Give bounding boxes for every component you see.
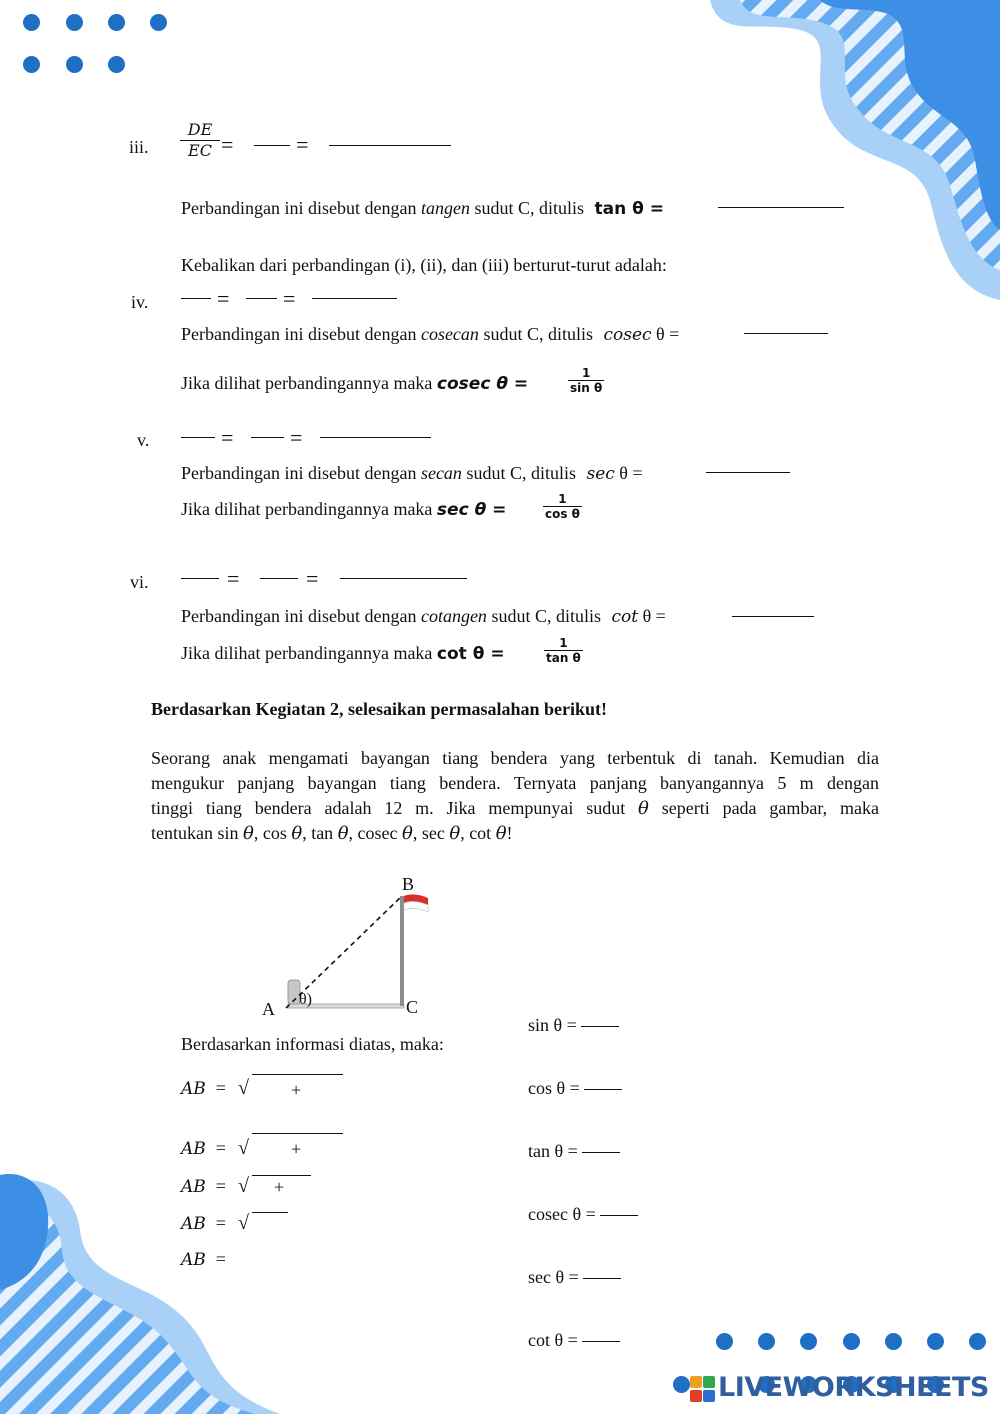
cot-relation: Jika dilihat perbandingannya maka cot θ = xyxy=(181,643,505,664)
equals-sign: = xyxy=(306,566,319,591)
answer-blank[interactable] xyxy=(582,1341,620,1342)
sqrt-bar xyxy=(252,1212,288,1213)
tangent-description: Perbandingan ini disebut dengan tangen sudut C, ditulis tan θ = xyxy=(181,198,664,219)
answer-blank[interactable] xyxy=(732,616,814,617)
ab-row: AB = xyxy=(181,1176,226,1197)
equals-sign: = xyxy=(290,425,303,450)
answer-blank[interactable] xyxy=(583,1278,621,1279)
problem-text: Seorang anak mengamati bayangan tiang bendera yang terbentuk di tanah. Kemudian dia mengukur panjang bayangan tiang bendera. Ternyata panjang banyangannya 5 m dengan tinggi tiang bendera adalah 12 m. Jika mempunyai sudut θ seperti pada gambar, maka tentukan sin θ, cos θ, tan θ, cosec θ, sec θ, cot θ! xyxy=(151,748,879,844)
item-number-iii: iii. xyxy=(129,137,149,157)
cosecant-description: Perbandingan ini disebut dengan cosecan sudut C, ditulis cosec θ = xyxy=(181,324,680,345)
answer-blank[interactable] xyxy=(718,207,844,208)
equals-sign: = xyxy=(227,566,240,591)
answer-blank[interactable] xyxy=(181,298,211,299)
sqrt-icon: √ xyxy=(238,1137,249,1159)
equals-sign: = xyxy=(296,132,309,157)
label-a: A xyxy=(262,999,275,1019)
angle-theta-label: θ) xyxy=(299,991,312,1008)
answer-blank[interactable] xyxy=(744,333,828,334)
answer-sin: sin θ = xyxy=(528,1014,619,1036)
answer-cos: cos θ = xyxy=(528,1077,622,1099)
fraction-one-over-cos: $\frac{1}{\text{cos θ}}$ xyxy=(545,492,580,521)
item-number-iv: iv. xyxy=(131,292,149,312)
inverse-intro: Kebalikan dari perbandingan (i), (ii), dan (iii) berturut-turut adalah: xyxy=(181,255,667,275)
sec-relation: Jika dilihat perbandingannya maka sec θ = xyxy=(181,499,507,520)
fraction-de-ec xyxy=(180,120,220,161)
answer-sec: sec θ = xyxy=(528,1266,621,1288)
sqrt-bar xyxy=(252,1133,343,1134)
equals-sign: = xyxy=(283,286,296,311)
solution-intro: Berdasarkan informasi diatas, maka: xyxy=(181,1034,444,1054)
sqrt-bar xyxy=(252,1074,343,1075)
ab-row: AB = xyxy=(181,1138,226,1159)
answer-blank[interactable] xyxy=(181,578,219,579)
decor-bottom-left-blob xyxy=(0,1170,290,1414)
task-heading: Berdasarkan Kegiatan 2, selesaikan permasalahan berikut! xyxy=(151,699,608,719)
answer-blank[interactable] xyxy=(312,298,397,299)
sqrt-icon: √ xyxy=(238,1077,249,1099)
sqrt-icon: √ xyxy=(238,1212,249,1234)
fraction-numerator: DE xyxy=(180,120,220,141)
answer-blank[interactable] xyxy=(181,437,215,438)
label-b: B xyxy=(402,874,415,894)
item-number-v: v. xyxy=(137,430,150,450)
answer-blank[interactable] xyxy=(251,437,284,438)
fraction-denominator: EC xyxy=(188,141,212,160)
plus-sign: + xyxy=(291,1139,302,1159)
fraction-one-over-sin: $\frac{1}{\text{sin θ}}$ xyxy=(570,366,603,395)
item-number-vi: vi. xyxy=(130,572,149,592)
answer-cot: cot θ = xyxy=(528,1329,620,1351)
answer-tan: tan θ = xyxy=(528,1140,620,1162)
answer-blank[interactable] xyxy=(706,472,790,473)
answer-blank[interactable] xyxy=(329,145,451,146)
ab-row: AB = xyxy=(181,1213,226,1234)
liveworksheets-logo-icon xyxy=(690,1376,716,1404)
fraction-one-over-tan: $\frac{1}{\text{tan θ}}$ xyxy=(546,636,581,665)
plus-sign: + xyxy=(274,1177,285,1197)
answer-blank[interactable] xyxy=(320,437,431,438)
answer-blank[interactable] xyxy=(260,578,298,579)
equals-sign: = xyxy=(217,286,230,311)
decor-top-right-blob xyxy=(700,0,1000,300)
flagpole xyxy=(400,896,404,1006)
secant-description: Perbandingan ini disebut dengan secan sudut C, ditulis sec θ = xyxy=(181,463,643,484)
equals-sign: = xyxy=(221,425,234,450)
answer-blank[interactable] xyxy=(581,1026,619,1027)
answer-blank[interactable] xyxy=(254,145,290,146)
answer-cosec: cosec θ = xyxy=(528,1203,638,1225)
flagpole-diagram xyxy=(250,868,450,1028)
watermark-text: LIVEWORKSHEETS xyxy=(718,1372,989,1403)
cosec-relation: Jika dilihat perbandingannya maka cosec θ = xyxy=(181,373,529,394)
answer-blank[interactable] xyxy=(584,1089,622,1090)
equals-sign: = xyxy=(221,132,234,157)
ab-row: AB = xyxy=(181,1078,226,1099)
sqrt-icon: √ xyxy=(238,1175,249,1197)
answer-blank[interactable] xyxy=(246,298,277,299)
answer-blank[interactable] xyxy=(582,1152,620,1153)
answer-blank[interactable] xyxy=(600,1215,638,1216)
cotangent-description: Perbandingan ini disebut dengan cotangen sudut C, ditulis cot θ = xyxy=(181,606,666,627)
tan-notation: tan θ = xyxy=(594,199,664,219)
plus-sign: + xyxy=(291,1080,302,1100)
ab-row: AB = xyxy=(181,1249,226,1270)
label-c: C xyxy=(406,997,419,1017)
answer-blank[interactable] xyxy=(340,578,467,579)
